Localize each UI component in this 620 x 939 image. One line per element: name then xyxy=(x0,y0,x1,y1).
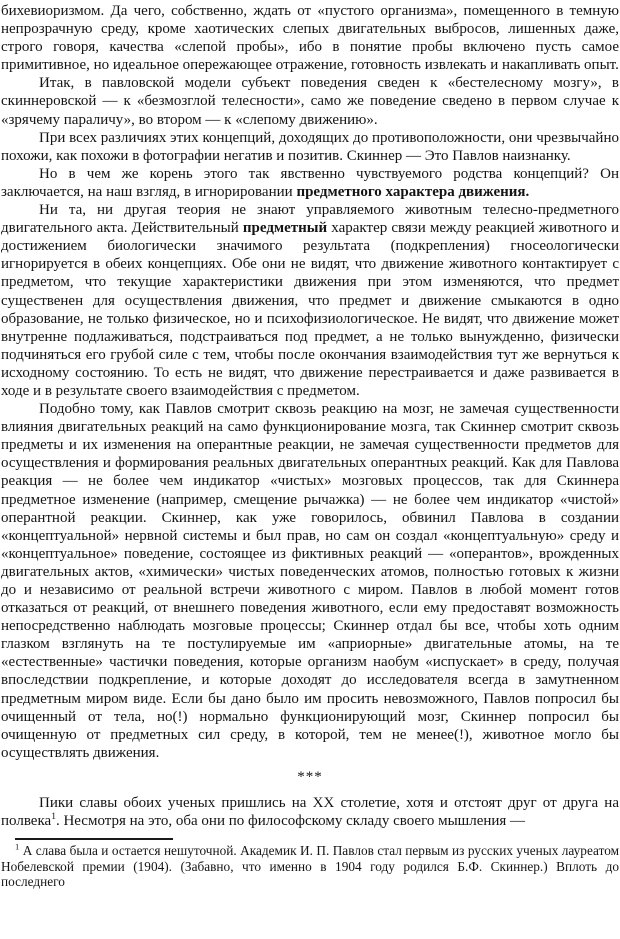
section-separator: *** xyxy=(297,768,323,785)
footnote-text: А слава была и остается нешуточной. Академик И. П. Павлов стал первым из русских ученых лауреатом Нобелевской премии (1904). (Забавно, что именно в 1904 году родился Б.Ф. Скиннер.) Вплоть до последнего xyxy=(1,843,620,890)
body-paragraph-6: Подобно тому, как Павлов смотрит сквозь реакцию на мозг, не замечая существенности влияния двигательных реакций на само функционирование мозга, так Скиннер смотрит сквозь предметы и их изменения на оперантные реакции, не замечая существенности предметов для осуществления и формирования реальных двигательных оперантных реакций. Как для Павлова реакция — не более чем индикатор «чистых» мозговых процессов, так для Скиннера предметное изменение (например, смещение рычажка) — не более чем индикатор «чистой» оперантной реакции. Скиннер, как уже говорилось, обвинил Павлова в создании «концептуальной» нервной системы и был прав, но сам он создал «концептуальную» среду и «концептуальное» поведение, состоящее из фиктивных реакций — «оперантов», врожденных двигательных актов, «химически» чистых поведенческих атомов, полностью готовых к жизни до и независимо от реальной встречи животного с миром. Павлов в любой момент готов отказаться от реакций, от внешнего поведения животного, если ему предоставят возможность непосредственно наблюдать мозговые процессы; Скиннер отдал бы все, чтобы хоть одним глазком взглянуть на те постулируемые им «априорные» двигательные атомы, на те «естественные» частички поведения, которые организм наобум «испускает» в среду, получая впоследствии подкрепление, и которые доходят до исследователя всегда в замутненном предметным миром виде. Если бы дано было им просить невозможного, Павлов попросил бы очищенный от тела, но(!) нормально функционирующий мозг, Скиннер попросил бы очищенную от предметных сил среду, в которой, тем не менее(!), животное могло бы осуществлять движения. xyxy=(1,401,619,761)
paragraph-text: Ни та, ни другая теория не знают управляемого животным телесно-предметного двигательного акта. Действительный xyxy=(1,202,619,237)
footnote-marker: 1 xyxy=(15,841,20,852)
bold-word: предметный xyxy=(242,220,328,237)
paragraph-text: . Несмотря на это, оба они по философскому складу своего мышления — xyxy=(55,813,526,830)
body-paragraph-7 xyxy=(1,794,619,830)
body-paragraph-4 xyxy=(1,165,619,201)
footnote-reference: 1 xyxy=(51,812,56,823)
body-paragraph-2: Итак, в павловской модели субъект поведения сведен к «бестелесному мозгу», в скиннеровской — к «безмозглой телесности», само же поведение сведено в первом случае к «зрячему параличу», во втором — к «слепому движению». xyxy=(1,75,619,128)
body-paragraph-5 xyxy=(1,201,619,400)
bold-phrase: предметного характера движения. xyxy=(296,183,530,200)
footnote xyxy=(1,843,619,890)
paragraph-text: характер связи между реакцией животного и достижением биологически значимого результата (подкрепления) гносеологически игнорируется в обеих концепциях. Обе они не видят, что движение животного контактирует с предметом, что текущие характеристики движения при этом изменяются, что предмет существенен для осуществления движения, что предмет и движение смыкаются в одно образование, не только физическое, но и психофизиологическое. Не видят, что движение может внутренне подлаживаться, подстраиваться под предмет, а не только вынужденно, физически подчиняться его грубой силе с тем, чтобы после окончания взаимодействия тут же вернуться к исходному состоянию. То есть не видят, что движение перестраивается и даже развивается в ходе и в результате своего взаимодействия с предметом. xyxy=(1,220,619,399)
footnote-separator-line xyxy=(15,838,173,840)
paragraph-text: Но в чем же корень этого так явственно чувствуемого родства концепций? Он заключается, на наш взгляд, в игнорировании xyxy=(1,165,619,200)
body-paragraph-3: При всех различиях этих концепций, доходящих до противоположности, они чрезвычайно похожи, как похожи в фотографии негатив и позитив. Скиннер — Это Павлов наизнанку. xyxy=(1,129,619,164)
footnote-paragraph xyxy=(1,843,619,890)
body-paragraph-1: бихевиоризмом. Да чего, собственно, ждать от «пустого организма», помещенного в темную непрозрачную среду, кроме хаотических слепых двигательных выбросов, лишенных даже, строго говоря, качества «слепой пробы», ибо в понятие пробы включено пусть самое примитивное, но идеальное опережающее отражение, готовность извлекать и накапливать опыт. xyxy=(1,3,619,74)
paragraph-text: Пики славы обоих ученых пришлись на XX столетие, хотя и отстоят друг от друга на полвека xyxy=(1,795,619,830)
